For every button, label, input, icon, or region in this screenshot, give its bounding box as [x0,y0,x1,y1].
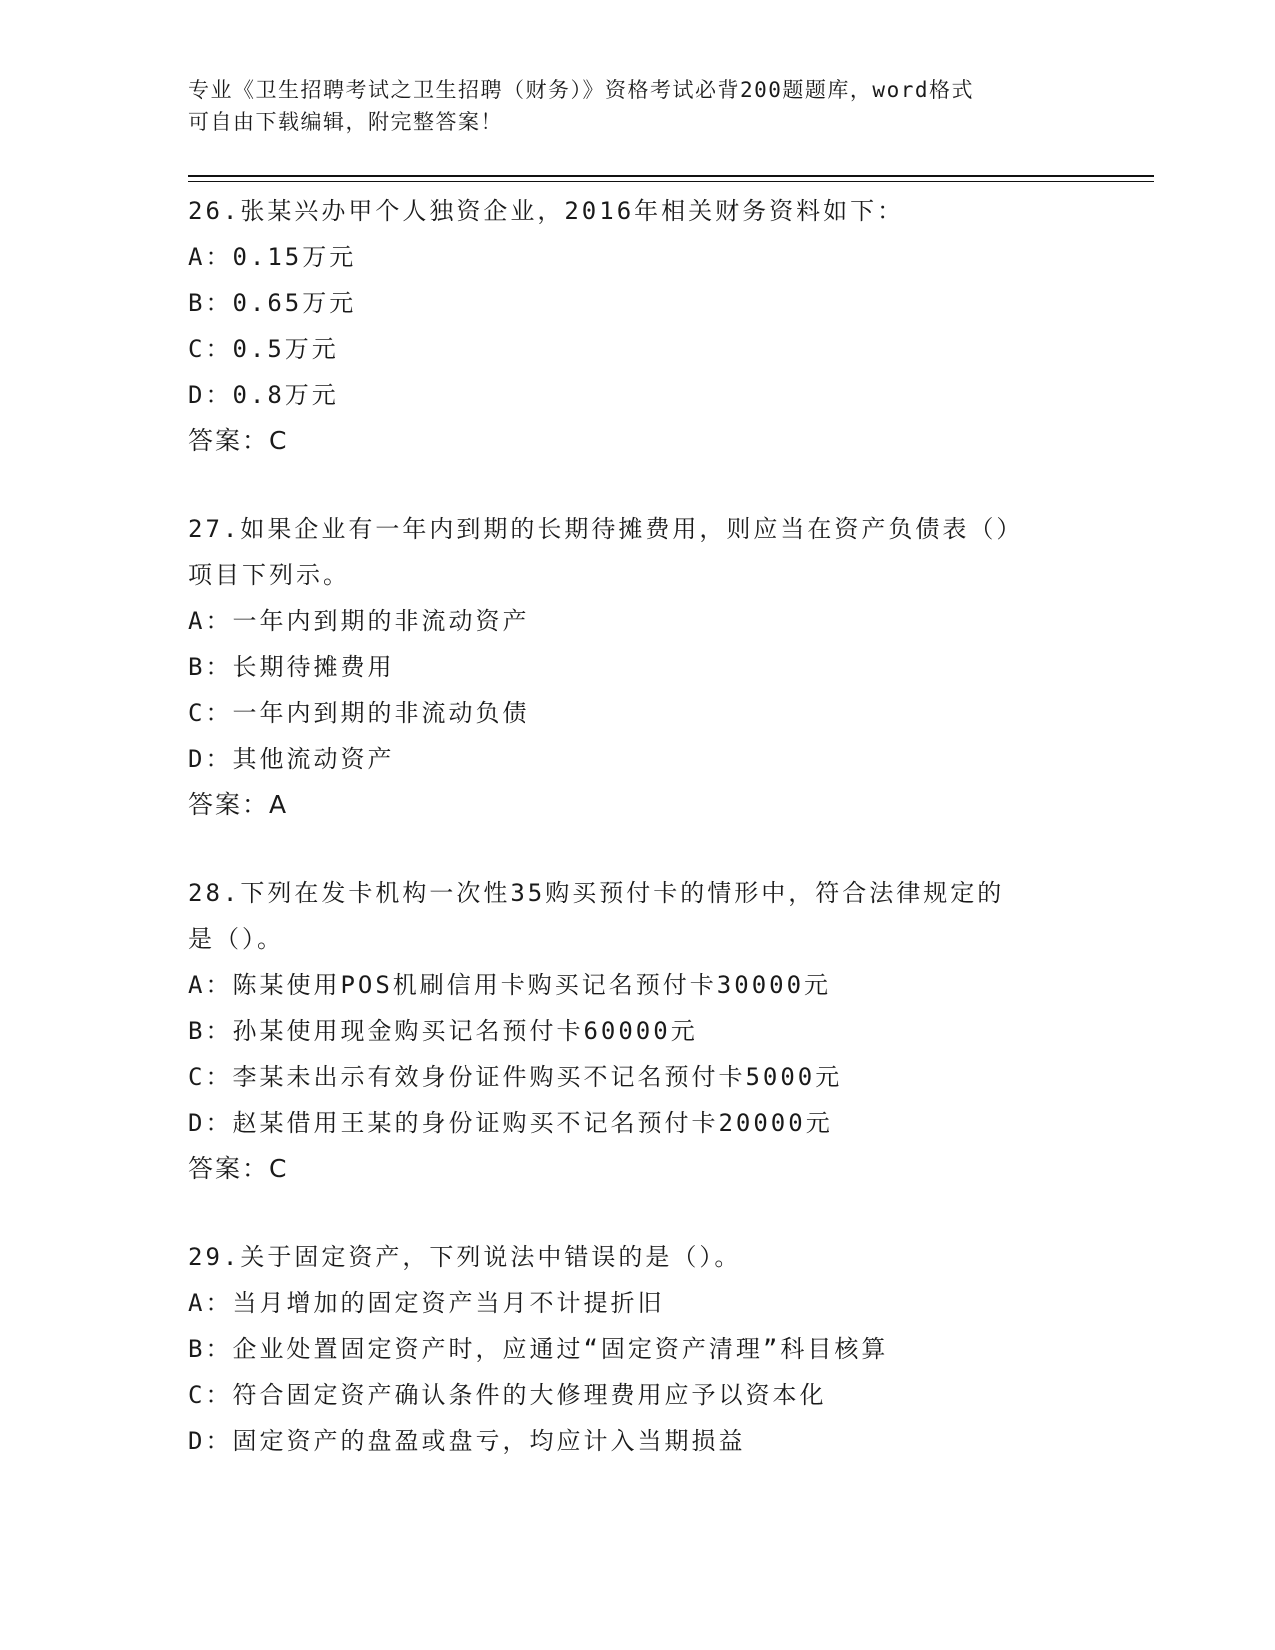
option-c: C：一年内到期的非流动负债 [188,699,530,727]
question-stem-continued: 是（）。 [188,925,284,953]
question-26 [188,188,1068,464]
document-header [188,74,1088,138]
question-stem: 29.关于固定资产，下列说法中错误的是（）。 [188,1243,742,1271]
header-divider-thick [188,175,1154,177]
answer: 答案：A [188,790,289,819]
option-d: D：赵某借用王某的身份证购买不记名预付卡20000元 [188,1109,833,1137]
option-c: C：0.5万元 [188,335,339,363]
option-d: D：0.8万元 [188,381,339,409]
question-stem: 27.如果企业有一年内到期的长期待摊费用，则应当在资产负债表（） [188,515,1024,543]
option-a: A：陈某使用POS机刷信用卡购买记名预付卡30000元 [188,971,832,999]
question-spacer [188,828,1068,870]
question-28 [188,870,1068,1192]
question-spacer [188,464,1068,506]
option-b: B：孙某使用现金购买记名预付卡60000元 [188,1017,698,1045]
option-c: C：李某未出示有效身份证件购买不记名预付卡5000元 [188,1063,843,1091]
option-d: D：其他流动资产 [188,745,395,773]
option-b: B：长期待摊费用 [188,653,395,681]
answer: 答案：C [188,426,289,455]
answer: 答案：C [188,1154,289,1183]
option-c: C：符合固定资产确认条件的大修理费用应予以资本化 [188,1381,827,1409]
question-27 [188,506,1068,828]
header-line-1: 专业《卫生招聘考试之卫生招聘（财务）》资格考试必背200题题库，word格式 [188,78,974,102]
option-a: A：0.15万元 [188,243,357,271]
question-stem: 28.下列在发卡机构一次性35购买预付卡的情形中，符合法律规定的 [188,879,1005,907]
question-spacer [188,1192,1068,1234]
header-line-2: 可自由下载编辑，附完整答案！ [188,110,503,134]
option-d: D：固定资产的盘盈或盘亏，均应计入当期损益 [188,1427,746,1455]
question-list [188,188,1068,1464]
option-a: A：当月增加的固定资产当月不计提折旧 [188,1289,665,1317]
option-b: B：0.65万元 [188,289,357,317]
option-b: B：企业处置固定资产时，应通过“固定资产清理”科目核算 [188,1335,889,1363]
question-stem-continued: 项目下列示。 [188,561,350,589]
option-a: A：一年内到期的非流动资产 [188,607,530,635]
question-29 [188,1234,1068,1464]
question-stem: 26.张某兴办甲个人独资企业，2016年相关财务资料如下： [188,197,905,225]
header-divider-thin [188,181,1154,182]
